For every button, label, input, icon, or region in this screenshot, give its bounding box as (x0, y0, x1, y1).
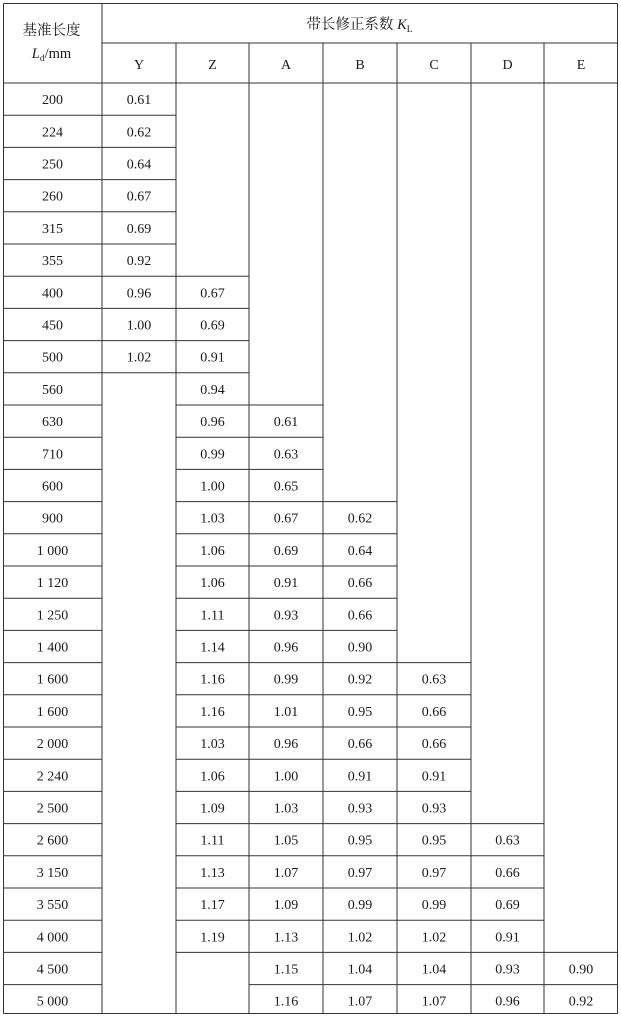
row-length-cell: 1 400 (36, 640, 69, 656)
correction-factor-cell: 0.96 (273, 737, 299, 753)
correction-factor-cell: 0.93 (421, 801, 447, 817)
correction-factor-cell: 1.13 (200, 865, 225, 881)
row-length-cell: 900 (42, 511, 63, 527)
correction-factor-cell: 1.09 (200, 801, 225, 817)
correction-factor-cell: 1.06 (200, 576, 225, 592)
correction-factor-cell: 0.94 (200, 382, 225, 398)
row-header-symbol-sub: d (39, 54, 45, 64)
correction-factor-cell: 1.16 (200, 672, 225, 688)
column-headers (134, 58, 585, 73)
row-header-label: 基准长度 (22, 23, 81, 39)
row-length-cell: 3 550 (36, 898, 69, 914)
correction-factor-cell: 0.65 (273, 479, 299, 495)
correction-factor-cell: 0.92 (568, 994, 594, 1010)
correction-factor-cell: 0.96 (495, 994, 520, 1010)
correction-factor-cell: 0.95 (347, 704, 373, 720)
row-length-cell: 400 (42, 286, 63, 302)
correction-factor-cell: 0.92 (347, 672, 373, 688)
correction-factor-cell: 1.03 (200, 511, 225, 527)
correction-factor-cell: 0.91 (200, 350, 225, 366)
column-header-y: Y (133, 58, 145, 73)
row-length-cell: 1 120 (36, 576, 69, 592)
correction-factor-cell: 1.02 (421, 930, 447, 946)
correction-factor-cell: 1.17 (200, 898, 225, 914)
correction-factor-cell: 0.62 (126, 125, 152, 141)
row-header-symbol: L (31, 46, 40, 62)
row-length-cell: 600 (42, 479, 63, 495)
grid-lines (3, 3, 618, 1014)
correction-factor-cell: 0.93 (273, 608, 299, 624)
correction-factor-cell: 0.67 (273, 511, 299, 527)
correction-factor-cell: 1.02 (347, 930, 373, 946)
row-length-cell: 2 000 (36, 737, 69, 753)
row-length-cell: 5 000 (36, 994, 69, 1010)
row-length-cell: 1 250 (36, 608, 69, 624)
correction-factor-cell: 1.06 (200, 769, 225, 785)
row-length-cell: 315 (42, 221, 63, 237)
correction-factor-cell: 0.91 (495, 930, 520, 946)
row-length-cell: 200 (42, 93, 63, 109)
row-length-cell: 630 (42, 415, 63, 431)
correction-factor-cell: 1.07 (273, 865, 299, 881)
correction-factor-cell: 1.15 (273, 962, 299, 978)
correction-factor-cell: 0.96 (273, 640, 299, 656)
correction-factor-cell: 0.66 (421, 737, 447, 753)
row-length-cell: 1 000 (36, 543, 69, 559)
row-length-cell: 355 (42, 254, 63, 270)
correction-factor-cell: 0.91 (421, 769, 447, 785)
correction-factor-cell: 0.67 (126, 189, 152, 205)
row-length-cell: 1 600 (36, 704, 69, 720)
correction-factor-cell: 1.02 (126, 350, 152, 366)
correction-factor-cell: 1.14 (200, 640, 225, 656)
row-length-cell: 2 500 (36, 801, 69, 817)
group-header-symbol: K (397, 17, 407, 33)
correction-factor-cell: 1.00 (200, 479, 225, 495)
correction-factor-cell: 0.97 (421, 865, 447, 881)
column-header-a: A (280, 58, 292, 73)
row-length-cell: 2 240 (36, 769, 69, 785)
column-header-d: D (502, 58, 513, 73)
correction-factor-cell: 0.61 (273, 415, 299, 431)
group-header-title (306, 16, 412, 35)
row-length-cell: 560 (42, 382, 63, 398)
row-header-unit (31, 46, 72, 64)
correction-factor-cell: 0.95 (421, 833, 447, 849)
row-length-cell: 450 (42, 318, 63, 334)
correction-factor-cell: 0.69 (126, 221, 152, 237)
correction-factor-cell: 1.13 (273, 930, 299, 946)
correction-factor-cell: 1.07 (421, 994, 447, 1010)
table-body (37, 93, 594, 1010)
row-length-cell: 2 600 (36, 833, 69, 849)
correction-factor-cell: 0.90 (347, 640, 373, 656)
correction-factor-cell: 0.95 (347, 833, 373, 849)
group-header-text: 带长修正系数 (306, 17, 398, 33)
row-length-cell: 250 (42, 157, 63, 173)
column-header-z: Z (208, 58, 217, 73)
correction-factor-cell: 0.69 (273, 543, 299, 559)
correction-factor-cell: 0.99 (421, 898, 447, 914)
correction-factor-cell: 1.00 (273, 769, 299, 785)
correction-factor-cell: 1.09 (273, 898, 299, 914)
correction-factor-cell: 1.11 (200, 608, 225, 624)
correction-factor-cell: 1.19 (200, 930, 225, 946)
correction-factor-cell: 0.61 (126, 93, 152, 109)
group-header-symbol-sub: L (406, 25, 413, 35)
correction-factor-cell: 0.64 (126, 157, 152, 173)
correction-factor-cell: 0.66 (347, 737, 373, 753)
row-length-cell: 260 (42, 189, 63, 205)
row-length-cell: 3 150 (36, 865, 69, 881)
correction-factor-cell: 1.04 (421, 962, 447, 978)
correction-factor-cell: 0.67 (200, 286, 225, 302)
table-grid (3, 3, 618, 1014)
correction-factor-cell: 0.69 (200, 318, 225, 334)
correction-factor-cell: 0.66 (421, 704, 447, 720)
correction-factor-cell: 0.64 (347, 543, 373, 559)
row-length-cell: 4 500 (36, 962, 69, 978)
correction-factor-cell: 0.63 (273, 447, 299, 463)
row-length-cell: 1 600 (36, 672, 69, 688)
correction-factor-cell: 0.63 (421, 672, 447, 688)
correction-factor-cell: 0.66 (347, 608, 373, 624)
correction-factor-cell: 0.93 (347, 801, 373, 817)
row-length-cell: 224 (42, 125, 63, 141)
row-length-cell: 710 (42, 447, 63, 463)
correction-factor-cell: 0.96 (126, 286, 152, 302)
correction-factor-cell: 1.16 (273, 994, 299, 1010)
correction-factor-cell: 1.03 (200, 737, 225, 753)
correction-factor-cell: 0.69 (495, 898, 520, 914)
correction-factor-cell: 0.99 (200, 447, 225, 463)
correction-factor-cell: 1.00 (126, 318, 152, 334)
correction-factor-cell: 1.04 (347, 962, 373, 978)
column-header-c: C (429, 58, 439, 73)
correction-factor-cell: 0.97 (347, 865, 373, 881)
correction-factor-cell: 1.01 (273, 704, 299, 720)
row-length-cell: 500 (42, 350, 63, 366)
correction-factor-cell: 0.92 (126, 254, 152, 270)
correction-factor-cell: 0.91 (273, 576, 299, 592)
correction-factor-cell: 0.62 (347, 511, 373, 527)
correction-factor-cell: 1.16 (200, 704, 225, 720)
correction-factor-cell: 1.03 (273, 801, 299, 817)
row-header-unit-text: /mm (44, 46, 72, 62)
correction-factor-cell: 0.63 (495, 833, 520, 849)
column-header-e: E (576, 58, 586, 73)
correction-factor-cell: 0.90 (568, 962, 594, 978)
correction-factor-cell: 0.99 (347, 898, 373, 914)
correction-factor-cell: 0.93 (495, 962, 520, 978)
correction-factor-cell: 1.11 (200, 833, 225, 849)
correction-factor-cell: 1.07 (347, 994, 373, 1010)
belt-length-correction-table (3, 3, 618, 1014)
correction-factor-cell: 0.99 (273, 672, 299, 688)
correction-factor-cell: 1.05 (273, 833, 299, 849)
row-length-cell: 4 000 (36, 930, 69, 946)
correction-factor-cell: 0.96 (200, 415, 225, 431)
column-header-b: B (355, 58, 365, 73)
correction-factor-cell: 0.91 (347, 769, 373, 785)
correction-factor-cell: 0.66 (495, 865, 520, 881)
correction-factor-cell: 1.06 (200, 543, 225, 559)
correction-factor-cell: 0.66 (347, 576, 373, 592)
